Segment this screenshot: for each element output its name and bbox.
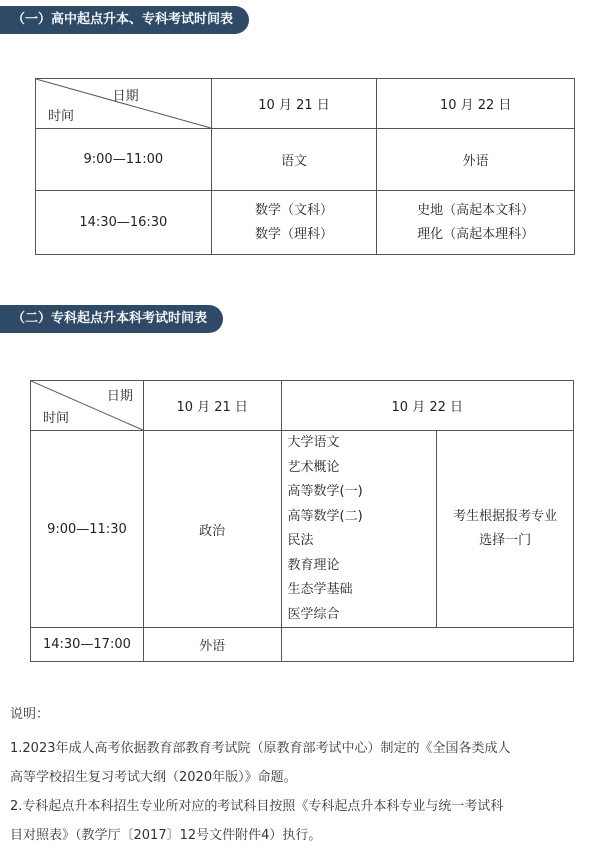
day2-header: 10 月 22 日 bbox=[281, 381, 573, 431]
subject-line: 数学（理科） bbox=[255, 226, 334, 242]
time-cell: 9:00—11:00 bbox=[36, 129, 212, 191]
subject-line: 理化（高起本理科） bbox=[417, 226, 535, 242]
notes-title: 说明： bbox=[10, 707, 50, 722]
list-item: 高等数学(一) bbox=[287, 484, 363, 499]
note-item bbox=[10, 792, 590, 850]
note-item bbox=[10, 734, 590, 792]
date-label: 日期 bbox=[106, 389, 133, 404]
section2-title: （二）专科起点升本科考试时间表 bbox=[0, 305, 223, 333]
table-row bbox=[31, 431, 574, 628]
subject-cell: 外语 bbox=[143, 628, 281, 662]
college-schedule-table bbox=[30, 380, 574, 662]
list-item: 大学语文 bbox=[287, 435, 340, 450]
list-item: 医学综合 bbox=[287, 606, 340, 622]
time-label: 时间 bbox=[43, 411, 70, 426]
subject-line: 史地（高起本文科） bbox=[417, 202, 535, 218]
table-row bbox=[36, 191, 575, 255]
list-item: 艺术概论 bbox=[287, 459, 340, 475]
list-item: 高等数学(二) bbox=[287, 508, 363, 524]
elective-subject-list bbox=[281, 431, 437, 628]
time-label: 时间 bbox=[48, 109, 75, 124]
subject-line: 数学（文科） bbox=[255, 202, 334, 218]
section1-header bbox=[0, 6, 249, 34]
list-item: 民法 bbox=[287, 533, 314, 548]
date-label: 日期 bbox=[112, 89, 139, 104]
diagonal-header-cell bbox=[36, 79, 212, 129]
time-cell: 14:30—16:30 bbox=[36, 191, 212, 255]
note-line: 高等学校招生复习考试大纲（2020年版）》命题。 bbox=[10, 770, 297, 785]
note-line: 选择一门 bbox=[479, 533, 532, 548]
section1-title: （一）高中起点升本、专科考试时间表 bbox=[0, 6, 249, 34]
note-line: 目对照表》（教学厅〔2017〕12号文件附件4）执行。 bbox=[10, 828, 322, 843]
diagonal-header-cell bbox=[31, 381, 144, 431]
list-item: 教育理论 bbox=[287, 557, 340, 573]
empty-cell bbox=[281, 628, 573, 662]
day1-header: 10 月 21 日 bbox=[211, 79, 377, 129]
day2-header: 10 月 22 日 bbox=[377, 79, 575, 129]
table-row bbox=[31, 628, 574, 662]
section2-header bbox=[0, 305, 223, 333]
note-line: 2.专科起点升本科招生专业所对应的考试科目按照《专科起点升本科专业与统一考试科 bbox=[10, 799, 504, 814]
list-item: 生态学基础 bbox=[287, 582, 353, 597]
time-cell: 9:00—11:30 bbox=[31, 431, 144, 628]
table-header-row bbox=[36, 79, 575, 129]
subject-cell: 语文 bbox=[211, 129, 377, 191]
subject-cell: 政治 bbox=[143, 431, 281, 628]
day1-header: 10 月 21 日 bbox=[143, 381, 281, 431]
time-cell: 14:30—17:00 bbox=[31, 628, 144, 662]
note-line: 考生根据报考专业 bbox=[453, 509, 558, 524]
table-row bbox=[36, 129, 575, 191]
subject-cell bbox=[377, 191, 575, 255]
table-header-row bbox=[31, 381, 574, 431]
notes-section bbox=[10, 700, 590, 850]
note-line: 1.2023年成人高考依据教育部教育考试院（原教育部考试中心）制定的《全国各类成人 bbox=[10, 741, 511, 756]
subject-cell bbox=[211, 191, 377, 255]
high-school-schedule-table bbox=[35, 78, 575, 255]
elective-note-cell bbox=[437, 431, 574, 628]
subject-cell: 外语 bbox=[377, 129, 575, 191]
